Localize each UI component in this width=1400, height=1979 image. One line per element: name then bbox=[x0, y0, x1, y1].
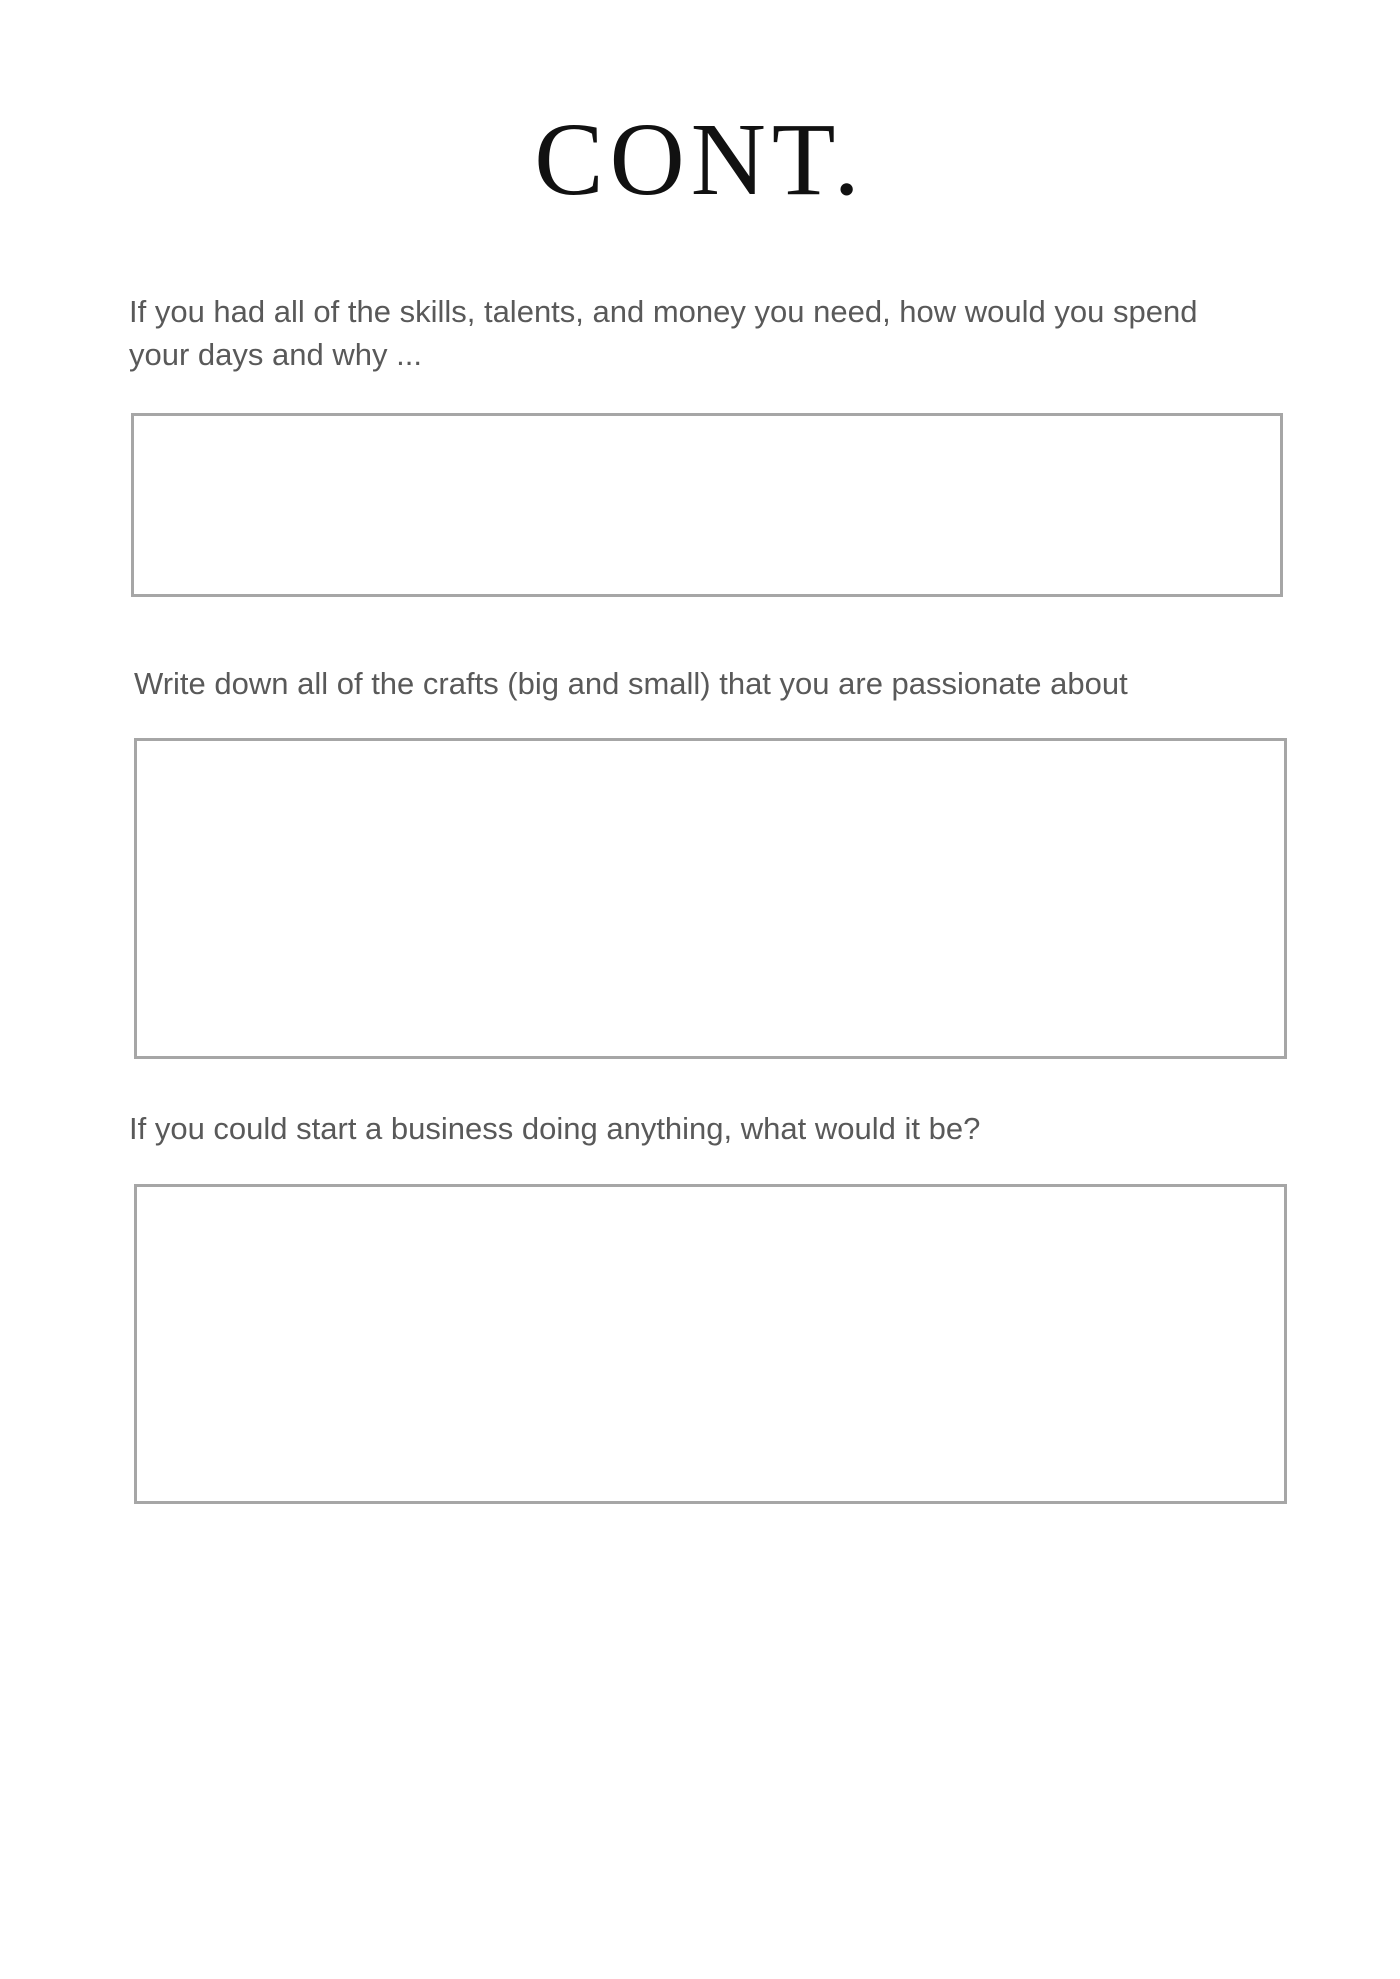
question-3-answer-box[interactable] bbox=[134, 1184, 1287, 1504]
question-3-prompt: If you could start a business doing anything, what would it be? bbox=[129, 1111, 981, 1146]
question-1-prompt: If you had all of the skills, talents, and money you need, how would you spend your days and why ... bbox=[129, 294, 1198, 372]
question-2-answer-box[interactable] bbox=[134, 738, 1287, 1059]
question-1-answer-box[interactable] bbox=[131, 413, 1283, 597]
question-2-prompt: Write down all of the crafts (big and small) that you are passionate about bbox=[134, 666, 1128, 701]
page-title: CONT. bbox=[534, 102, 866, 217]
